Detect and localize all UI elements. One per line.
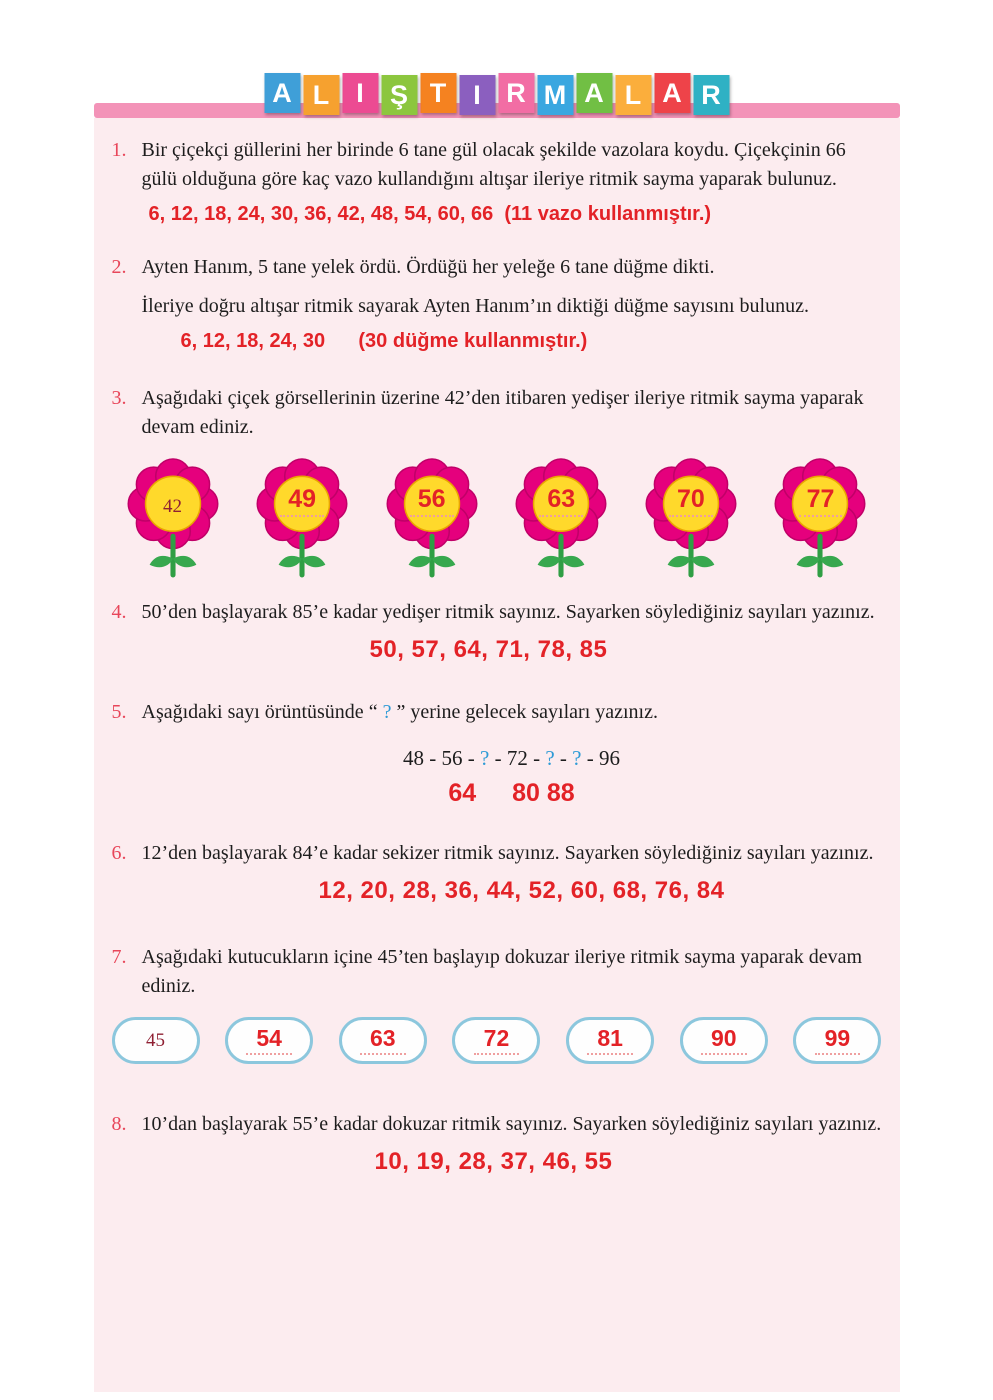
box-answer: 54 — [246, 1026, 292, 1054]
exercise-answer: 6, 12, 18, 24, 30 (30 düğme kullanmıştır.) — [180, 330, 588, 352]
pattern-part: - 96 — [581, 745, 620, 770]
exercise-text: Aşağıdaki çiçek görsellerinin üzerine 42’den itibaren yedişer ileriye ritmik sayma yaparak devam ediniz. — [141, 387, 864, 438]
exercise-text: Aşağıdaki kutucukların içine 45’ten başlayıp dokuzar ileriye ritmik sayma yaparak devam ediniz. — [141, 946, 863, 998]
box-number: 45 — [146, 1030, 165, 1051]
number-box — [680, 1017, 768, 1064]
flower — [241, 456, 363, 582]
page-title — [264, 73, 729, 113]
number-box — [566, 1017, 654, 1064]
flower-row — [112, 456, 882, 582]
flower-number — [759, 486, 881, 517]
title-letter: I — [459, 75, 495, 115]
page-header — [94, 0, 900, 118]
exercise-number: 8. — [111, 1113, 127, 1136]
pattern-blank: ? — [480, 745, 490, 770]
exercise-6 — [112, 839, 882, 909]
title-letter: R — [693, 75, 729, 115]
number-box — [112, 1017, 200, 1064]
number-box — [452, 1017, 540, 1064]
exercise-body — [142, 384, 882, 582]
title-letter: M — [537, 75, 573, 115]
flower — [500, 456, 622, 582]
exercise-body — [142, 839, 882, 909]
title-letter: R — [498, 73, 534, 113]
exercise-7 — [112, 943, 882, 1064]
exercise-5 — [112, 698, 882, 812]
title-letter: Ş — [381, 75, 417, 115]
exercise-body — [142, 1110, 882, 1180]
exercise-number: 4. — [111, 601, 127, 623]
exercise-number: 5. — [111, 700, 127, 723]
pattern-part: - — [554, 745, 573, 770]
exercise-1 — [112, 136, 882, 229]
pattern-answer: 80 88 — [512, 779, 575, 808]
title-letter: A — [264, 73, 300, 113]
flower-number — [630, 486, 752, 517]
number-box — [793, 1017, 881, 1064]
exercise-4 — [112, 598, 882, 668]
exercise-answer: 12, 20, 28, 36, 44, 52, 60, 68, 76, 84 — [318, 877, 725, 905]
exercise-answer: 50, 57, 64, 71, 78, 85 — [369, 636, 608, 663]
exercise-body — [142, 598, 882, 668]
pattern-answer: 64 — [448, 779, 477, 808]
question-mark: ? — [382, 700, 392, 723]
exercise-number: 3. — [111, 387, 127, 409]
number-box — [339, 1017, 427, 1064]
exercise-body — [142, 943, 882, 1064]
exercise-text: Ayten Hanım, 5 tane yelek ördü. Ördüğü her yeleğe 6 tane düğme dikti. — [141, 256, 715, 278]
exercise-number: 1. — [111, 139, 127, 161]
flower-number — [241, 486, 363, 517]
exercise-text: Bir çiçekçi güllerini her birinde 6 tane gül olacak şekilde vazolara koydu. Çiçekçinin 66 gülü olduğuna göre kaç vazo kullandığını altışar ileriye ritmik sayma yaparak bulunuz. — [141, 139, 846, 190]
flower-answer: 77 — [799, 486, 843, 517]
flower-number — [371, 486, 493, 517]
title-letter: L — [615, 75, 651, 115]
box-number — [587, 1026, 633, 1055]
exercise-number: 6. — [111, 842, 127, 865]
box-answer: 90 — [701, 1026, 747, 1054]
box-number — [815, 1026, 861, 1055]
pattern-blank: ? — [572, 745, 582, 770]
flower-icon — [630, 456, 752, 582]
number-box-row — [112, 1017, 882, 1064]
flower-icon — [371, 456, 493, 582]
flower — [630, 456, 752, 582]
exercise-text-part: Aşağıdaki sayı örüntüsünde “ — [141, 700, 383, 723]
box-answer: 72 — [474, 1026, 520, 1054]
exercise-text: 50’den başlayarak 85’e kadar yedişer ritmik sayınız. Sayarken söylediğiniz sayıları yazınız. — [141, 601, 875, 623]
exercise-8 — [112, 1110, 882, 1180]
number-box — [225, 1017, 313, 1064]
exercise-answer — [142, 775, 882, 811]
box-number — [360, 1026, 406, 1055]
exercise-text: İleriye doğru altışar ritmik sayarak Ayten Hanım’ın diktiği düğme sayısını bulunuz. — [141, 295, 809, 317]
pattern-part: - 72 - — [489, 745, 546, 770]
exercise-number: 2. — [111, 256, 127, 278]
box-answer: 99 — [815, 1026, 861, 1054]
pattern-part: 48 - 56 - — [403, 745, 480, 770]
flower-answer: 70 — [669, 486, 713, 517]
exercise-answer: 10, 19, 28, 37, 46, 55 — [374, 1148, 613, 1176]
pattern-blank: ? — [545, 745, 555, 770]
box-number — [701, 1026, 747, 1055]
box-answer: 81 — [587, 1026, 633, 1054]
box-answer: 63 — [360, 1026, 406, 1054]
flower-answer: 63 — [539, 486, 583, 517]
title-letter: L — [303, 75, 339, 115]
exercise-answer: 6, 12, 18, 24, 30, 36, 42, 48, 54, 60, 66 (11 vazo kullanmıştır.) — [148, 203, 712, 225]
flower — [112, 456, 234, 582]
title-letter: I — [342, 73, 378, 113]
title-letter: A — [576, 73, 612, 113]
flower-icon — [241, 456, 363, 582]
box-number — [474, 1026, 520, 1055]
exercise-text-part: ” yerine gelecek sayıları yazınız. — [391, 700, 658, 723]
exercise-body — [142, 136, 882, 229]
title-letter: T — [420, 73, 456, 113]
exercise-body — [142, 698, 882, 812]
flower — [371, 456, 493, 582]
flower-answer: 56 — [410, 486, 454, 517]
exercise-text: 12’den başlayarak 84’e kadar sekizer ritmik sayınız. Sayarken söylediğiniz sayıları yazınız. — [141, 842, 874, 865]
exercise-2 — [112, 253, 882, 356]
flower-answer: 49 — [280, 486, 324, 517]
exercise-number: 7. — [111, 946, 127, 969]
worksheet-sheet — [94, 118, 900, 1392]
exercise-text — [142, 698, 882, 727]
flower-number: 42 — [163, 496, 182, 517]
flower — [759, 456, 881, 582]
exercise-text: 10’dan başlayarak 55’e kadar dokuzar ritmik sayınız. Sayarken söylediğiniz sayıları yazınız. — [141, 1113, 882, 1136]
flower-icon — [500, 456, 622, 582]
exercise-3 — [112, 384, 882, 582]
number-pattern — [142, 743, 882, 773]
flower-icon — [759, 456, 881, 582]
flower-number — [500, 486, 622, 517]
title-letter: A — [654, 73, 690, 113]
exercise-body — [142, 253, 882, 356]
box-number — [246, 1026, 292, 1055]
